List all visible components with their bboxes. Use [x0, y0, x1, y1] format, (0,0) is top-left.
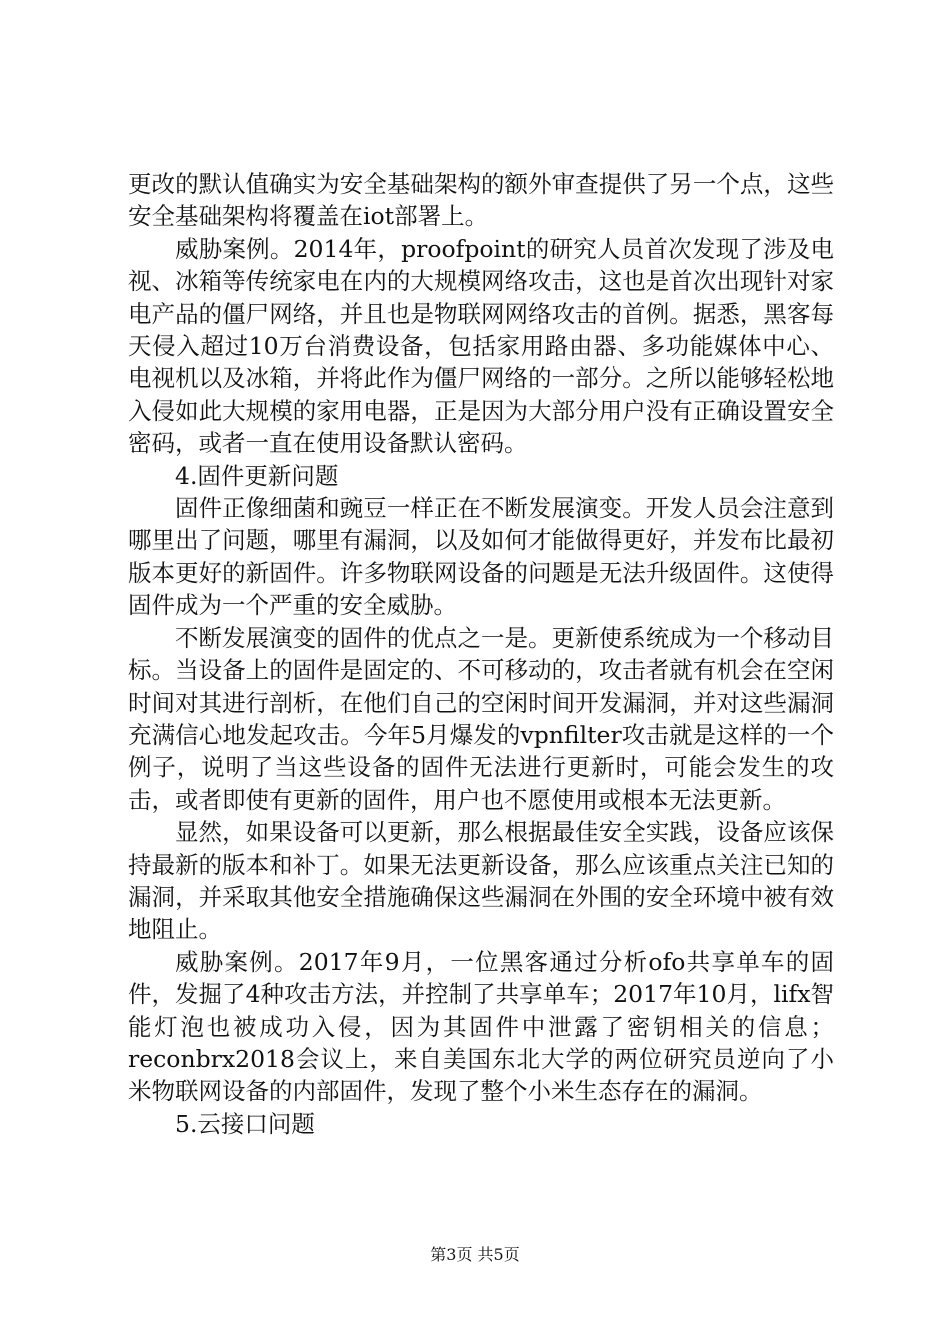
paragraph-threat-case-2014: 威胁案例。2014年，proofpoint的研究人员首次发现了涉及电视、冰箱等传统家电在内的大规模网络攻击，这也是首次出现针对家电产品的僵尸网络，并且也是物联网网络攻击的首例。据悉，黑客每天侵入超过10万台消费设备，包括家用路由器、多功能媒体中心、电视机以及冰箱，并将此作为僵尸网络的一部分。之所以能够轻松地入侵如此大规模的家用电器，正是因为大部分用户没有正确设置安全密码，或者一直在使用设备默认密码。 [128, 234, 834, 458]
paragraph-firmware-advantage: 不断发展演变的固件的优点之一是。更新使系统成为一个移动目标。当设备上的固件是固定的、不可移动的，攻击者就有机会在空闲时间对其进行剖析，在他们自己的空闲时间开发漏洞，并对这些漏洞充满信心地发起攻击。今年5月爆发的vpnfilter攻击就是这样的一个例子，说明了当这些设备的固件无法进行更新时，可能会发生的攻击，或者即使有更新的固件，用户也不愿使用或根本无法更新。 [128, 623, 834, 814]
page-footer: 第3页 共5页 [430, 1245, 520, 1264]
section-heading-firmware-update: 4.固件更新问题 [175, 461, 339, 490]
section-heading-cloud-interface: 5.云接口问题 [175, 1109, 315, 1138]
document-body [128, 168, 834, 1140]
paragraph-continuation: 更改的默认值确实为安全基础架构的额外审查提供了另一个点，这些安全基础架构将覆盖在iot部署上。 [128, 170, 834, 231]
paragraph-firmware-evolution: 固件正像细菌和豌豆一样正在不断发展演变。开发人员会注意到哪里出了问题，哪里有漏洞，以及如何才能做得更好，并发布比最初版本更好的新固件。许多物联网设备的问题是无法升级固件。这使得固件成为一个严重的安全威胁。 [128, 494, 834, 620]
paragraph-best-practice: 显然，如果设备可以更新，那么根据最佳安全实践，设备应该保持最新的版本和补丁。如果无法更新设备，那么应该重点关注已知的漏洞，并采取其他安全措施确保这些漏洞在外围的安全环境中被有效地阻止。 [128, 818, 834, 944]
paragraph-threat-case-2017: 威胁案例。2017年9月，一位黑客通过分析ofo共享单车的固件，发掘了4种攻击方法，并控制了共享单车；2017年10月，lifx智能灯泡也被成功入侵，因为其固件中泄露了密钥相关的信息；reconbrx2018会议上，来自美国东北大学的两位研究员逆向了小米物联网设备的内部固件，发现了整个小米生态存在的漏洞。 [128, 947, 834, 1106]
